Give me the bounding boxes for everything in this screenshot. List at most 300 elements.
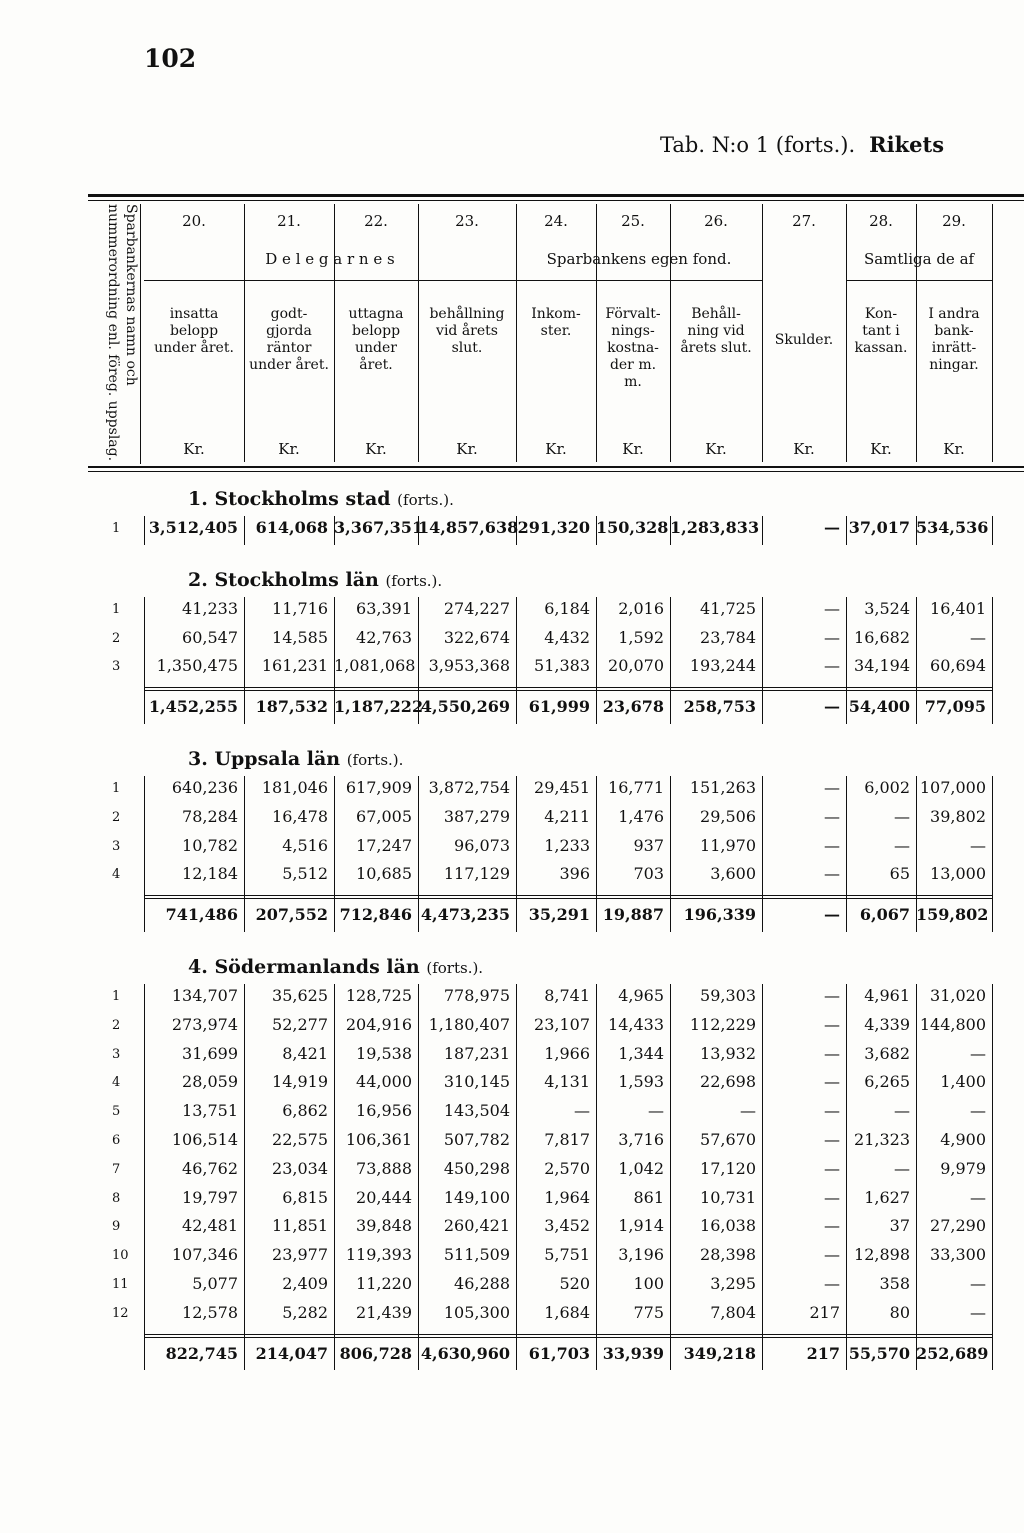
table-title bbox=[660, 132, 944, 157]
body-column-rule bbox=[244, 597, 245, 724]
table-cell: 1,344 bbox=[618, 1043, 664, 1063]
table-cell: 13,751 bbox=[182, 1101, 238, 1121]
table-cell: 16,478 bbox=[272, 806, 328, 826]
header-rule bbox=[88, 466, 1024, 468]
table-cell: 107,000 bbox=[919, 778, 986, 797]
total-cell: 207,552 bbox=[255, 905, 328, 925]
section-title bbox=[188, 956, 483, 978]
body-column-rule bbox=[846, 597, 847, 724]
body-column-rule bbox=[334, 776, 335, 932]
table-cell: 16,682 bbox=[854, 627, 910, 647]
table-cell: — bbox=[970, 835, 986, 855]
table-cell: 310,145 bbox=[443, 1072, 510, 1092]
table-cell: 1,233 bbox=[544, 835, 590, 855]
table-cell: 5,512 bbox=[282, 864, 328, 884]
table-cell: 1,180,407 bbox=[428, 1014, 510, 1034]
table-cell: 3,512,405 bbox=[148, 518, 238, 537]
total-cell: 55,570 bbox=[848, 1343, 910, 1363]
total-cell: 54,400 bbox=[848, 697, 910, 717]
table-cell: — bbox=[648, 1101, 664, 1121]
column-unit: Kr. bbox=[545, 440, 567, 458]
table-cell: 20,070 bbox=[608, 656, 664, 676]
table-cell: 106,514 bbox=[171, 1130, 238, 1149]
row-number: 10 bbox=[112, 1248, 129, 1264]
body-column-rule bbox=[596, 984, 597, 1370]
column-unit: Kr. bbox=[278, 440, 300, 458]
body-column-rule bbox=[334, 597, 335, 724]
section-name: 2. Stockholms län bbox=[188, 568, 386, 591]
table-cell: 1,283,833 bbox=[670, 518, 760, 537]
total-cell: 214,047 bbox=[255, 1343, 328, 1363]
column-number: 29. bbox=[942, 212, 966, 230]
table-cell: 96,073 bbox=[454, 835, 510, 855]
table-cell: 17,120 bbox=[700, 1158, 756, 1178]
column-label: insatta belopp under året. bbox=[154, 306, 234, 356]
table-cell: 5,282 bbox=[282, 1302, 328, 1322]
table-cell: — bbox=[894, 1101, 910, 1121]
body-column-rule bbox=[144, 597, 145, 724]
total-cell: 4,630,960 bbox=[420, 1343, 510, 1363]
table-cell: 13,000 bbox=[930, 864, 986, 884]
total-cell: 23,678 bbox=[602, 697, 664, 717]
table-cell: 119,393 bbox=[345, 1245, 412, 1265]
body-column-rule bbox=[144, 776, 145, 932]
table-cell: — bbox=[970, 1274, 986, 1293]
table-cell: 4,131 bbox=[544, 1072, 590, 1092]
row-number: 1 bbox=[112, 989, 121, 1004]
table-cell: 23,107 bbox=[534, 1014, 590, 1034]
column-unit: Kr. bbox=[870, 440, 892, 458]
row-number: 1 bbox=[112, 521, 121, 536]
row-number: 2 bbox=[112, 630, 121, 646]
body-column-rule bbox=[670, 516, 671, 545]
table-cell: — bbox=[824, 1274, 840, 1293]
column-unit: Kr. bbox=[943, 440, 965, 458]
table-cell: 4,339 bbox=[864, 1014, 910, 1034]
table-cell: 29,451 bbox=[534, 778, 590, 797]
header-rule-thin bbox=[88, 471, 1024, 472]
column-label: Kon- tant i kassan. bbox=[854, 306, 908, 356]
table-cell: 450,298 bbox=[443, 1158, 510, 1178]
table-cell: — bbox=[824, 1101, 840, 1121]
body-column-rule bbox=[846, 516, 847, 545]
table-cell: 117,129 bbox=[443, 864, 510, 884]
table-cell: 4,516 bbox=[282, 835, 328, 855]
table-cell: — bbox=[824, 598, 840, 618]
table-cell: 260,421 bbox=[443, 1216, 510, 1236]
section-forts: (forts.). bbox=[426, 959, 484, 977]
table-cell: 2,409 bbox=[282, 1274, 328, 1293]
header-column-rule bbox=[762, 204, 763, 462]
table-cell: — bbox=[824, 1043, 840, 1063]
table-cell: 105,300 bbox=[443, 1302, 510, 1322]
table-cell: 46,762 bbox=[182, 1158, 238, 1178]
table-cell: 10,731 bbox=[700, 1187, 756, 1207]
section-name: 1. Stockholms stad bbox=[188, 488, 398, 510]
total-cell: 1,187,222 bbox=[334, 697, 424, 717]
table-cell: 143,504 bbox=[443, 1101, 510, 1121]
page-number: 102 bbox=[144, 44, 197, 73]
column-number: 21. bbox=[277, 212, 301, 230]
total-cell: 252,689 bbox=[916, 1343, 989, 1363]
section-name: 4. Södermanlands län bbox=[188, 956, 427, 978]
table-cell: 41,233 bbox=[182, 598, 238, 618]
total-cell: 196,339 bbox=[683, 905, 756, 925]
table-cell: — bbox=[824, 1014, 840, 1034]
table-title-text: Tab. N:o 1 (forts.). bbox=[660, 133, 856, 157]
table-cell: 14,585 bbox=[272, 627, 328, 647]
table-cell: 1,966 bbox=[544, 1043, 590, 1063]
table-cell: 617,909 bbox=[345, 778, 412, 797]
table-cell: 3,524 bbox=[864, 598, 910, 618]
table-cell: 520 bbox=[559, 1274, 590, 1293]
table-cell: 39,848 bbox=[356, 1216, 412, 1236]
table-cell: 106,361 bbox=[345, 1130, 412, 1149]
table-cell: — bbox=[824, 986, 840, 1005]
table-cell: 4,432 bbox=[544, 627, 590, 647]
header-column-rule bbox=[516, 204, 517, 462]
table-cell: 534,536 bbox=[916, 518, 989, 537]
column-number: 28. bbox=[869, 212, 893, 230]
row-number: 2 bbox=[112, 809, 121, 825]
row-number: 3 bbox=[112, 659, 121, 675]
header-column-rule bbox=[846, 204, 847, 462]
table-cell: 291,320 bbox=[517, 518, 590, 537]
table-cell: 396 bbox=[559, 864, 590, 884]
table-cell: — bbox=[824, 627, 840, 647]
body-column-rule bbox=[418, 984, 419, 1370]
table-cell: 1,914 bbox=[618, 1216, 664, 1236]
total-cell: 822,745 bbox=[165, 1343, 238, 1363]
table-cell: — bbox=[824, 835, 840, 855]
table-cell: 16,401 bbox=[930, 598, 986, 618]
table-cell: — bbox=[894, 806, 910, 826]
header-column-rule bbox=[244, 204, 245, 462]
column-label: Förvalt- nings- kostna- der m. m. bbox=[605, 306, 661, 390]
table-cell: 775 bbox=[633, 1302, 664, 1322]
table-cell: — bbox=[824, 778, 840, 797]
body-column-rule bbox=[670, 984, 671, 1370]
body-column-rule bbox=[596, 776, 597, 932]
column-label: godt- gjorda räntor under året. bbox=[249, 306, 329, 373]
table-cell: 19,797 bbox=[182, 1187, 238, 1207]
table-cell: 7,804 bbox=[710, 1302, 756, 1322]
table-cell: 703 bbox=[633, 864, 664, 884]
table-cell: 21,439 bbox=[356, 1302, 412, 1322]
table-cell: 1,350,475 bbox=[156, 656, 238, 676]
table-cell: 3,682 bbox=[864, 1043, 910, 1063]
table-cell: 100 bbox=[633, 1274, 664, 1293]
total-rule bbox=[144, 1334, 992, 1335]
total-cell: 61,703 bbox=[528, 1343, 590, 1363]
total-cell: 35,291 bbox=[528, 905, 590, 925]
table-cell: 861 bbox=[633, 1187, 664, 1207]
table-cell: 128,725 bbox=[345, 986, 412, 1005]
column-label: behållning vid årets slut. bbox=[429, 306, 505, 356]
total-cell: 187,532 bbox=[255, 697, 328, 717]
table-cell: 134,707 bbox=[171, 986, 238, 1005]
column-number: 24. bbox=[544, 212, 568, 230]
table-cell: — bbox=[970, 1187, 986, 1207]
table-cell: 12,184 bbox=[182, 864, 238, 884]
table-cell: 37,017 bbox=[848, 518, 910, 537]
body-column-rule bbox=[334, 516, 335, 545]
row-number: 5 bbox=[112, 1104, 121, 1120]
total-cell: 33,939 bbox=[602, 1343, 664, 1363]
table-cell: 11,970 bbox=[700, 835, 756, 855]
group-samtliga: Samtliga de af bbox=[863, 250, 975, 268]
table-cell: 3,953,368 bbox=[428, 656, 510, 676]
top-rule-thin bbox=[88, 200, 1024, 201]
table-cell: — bbox=[824, 518, 840, 537]
table-cell: 4,900 bbox=[940, 1130, 986, 1149]
body-column-rule bbox=[846, 984, 847, 1370]
total-rule bbox=[144, 1337, 992, 1338]
row-number: 9 bbox=[112, 1219, 121, 1235]
table-cell: 1,042 bbox=[618, 1158, 664, 1178]
table-cell: 3,367,351 bbox=[334, 518, 424, 537]
body-right-rule bbox=[992, 984, 993, 1370]
table-cell: 16,771 bbox=[608, 778, 664, 797]
table-cell: — bbox=[970, 627, 986, 647]
table-cell: 16,038 bbox=[700, 1216, 756, 1236]
column-label: Inkom- ster. bbox=[531, 306, 581, 339]
table-cell: 1,081,068 bbox=[334, 656, 416, 676]
table-cell: 27,290 bbox=[930, 1216, 986, 1236]
column-label: Behåll- ning vid årets slut. bbox=[680, 306, 752, 356]
table-cell: 193,244 bbox=[689, 656, 756, 676]
table-cell: 7,817 bbox=[544, 1130, 590, 1149]
total-rule bbox=[144, 898, 992, 899]
total-cell: 1,452,255 bbox=[148, 697, 238, 717]
total-cell: 712,846 bbox=[339, 905, 412, 925]
column-unit: Kr. bbox=[456, 440, 478, 458]
table-cell: 204,916 bbox=[345, 1014, 412, 1034]
body-column-rule bbox=[144, 984, 145, 1370]
table-cell: 73,888 bbox=[356, 1158, 412, 1178]
table-cell: — bbox=[894, 1158, 910, 1178]
table-cell: 60,694 bbox=[930, 656, 986, 676]
table-cell: 11,851 bbox=[272, 1216, 328, 1236]
column-label: I andra bank- inrätt- ningar. bbox=[928, 306, 980, 373]
table-cell: 28,398 bbox=[700, 1245, 756, 1265]
table-cell: 2,570 bbox=[544, 1158, 590, 1178]
body-column-rule bbox=[516, 597, 517, 724]
table-cell: 14,857,638 bbox=[418, 518, 519, 537]
total-rule bbox=[144, 687, 992, 688]
total-cell: 217 bbox=[806, 1343, 840, 1363]
total-cell: — bbox=[824, 697, 840, 717]
total-cell: 159,802 bbox=[916, 905, 989, 925]
row-header: Sparbankernas namn och nummerordning enl. föreg. uppslag. bbox=[92, 204, 141, 464]
table-cell: 507,782 bbox=[443, 1130, 510, 1149]
table-cell: 39,802 bbox=[930, 806, 986, 826]
column-label: Skulder. bbox=[774, 332, 834, 348]
table-cell: 161,231 bbox=[261, 656, 328, 676]
table-cell: — bbox=[824, 1216, 840, 1236]
table-title-suffix: Rikets bbox=[869, 132, 945, 157]
table-cell: 17,247 bbox=[356, 835, 412, 855]
total-cell: 741,486 bbox=[165, 905, 238, 925]
table-cell: 11,220 bbox=[356, 1274, 412, 1293]
table-cell: 60,547 bbox=[182, 627, 238, 647]
header-group-rule bbox=[144, 280, 516, 281]
table-cell: 3,295 bbox=[710, 1274, 756, 1293]
table-cell: 19,538 bbox=[356, 1043, 412, 1063]
table-cell: 23,977 bbox=[272, 1245, 328, 1265]
body-column-rule bbox=[670, 776, 671, 932]
total-cell: 4,473,235 bbox=[420, 905, 510, 925]
table-cell: 6,862 bbox=[282, 1101, 328, 1121]
section-title bbox=[188, 569, 442, 591]
table-cell: 6,265 bbox=[864, 1072, 910, 1092]
table-cell: 51,383 bbox=[534, 656, 590, 676]
body-column-rule bbox=[244, 516, 245, 545]
table-cell: — bbox=[824, 1130, 840, 1149]
header-column-rule bbox=[596, 204, 597, 462]
body-column-rule bbox=[670, 597, 671, 724]
row-number: 3 bbox=[112, 838, 121, 854]
body-column-rule bbox=[762, 597, 763, 724]
body-column-rule bbox=[762, 984, 763, 1370]
table-cell: 6,815 bbox=[282, 1187, 328, 1207]
table-cell: 31,699 bbox=[182, 1043, 238, 1063]
total-cell: 19,887 bbox=[602, 905, 664, 925]
column-unit: Kr. bbox=[183, 440, 205, 458]
table-cell: 37 bbox=[889, 1216, 910, 1236]
row-number: 8 bbox=[112, 1190, 121, 1206]
body-column-rule bbox=[846, 776, 847, 932]
table-cell: 52,277 bbox=[272, 1014, 328, 1034]
table-cell: 4,961 bbox=[864, 986, 910, 1005]
row-number: 2 bbox=[112, 1017, 121, 1033]
table-cell: 778,975 bbox=[443, 986, 510, 1005]
table-cell: 3,600 bbox=[710, 864, 756, 884]
total-cell: 6,067 bbox=[859, 905, 910, 925]
table-cell: 65 bbox=[889, 864, 910, 884]
total-cell: 349,218 bbox=[683, 1343, 756, 1363]
total-cell: — bbox=[824, 905, 840, 925]
section-forts: (forts.). bbox=[397, 491, 454, 509]
table-cell: 14,433 bbox=[608, 1014, 664, 1034]
body-column-rule bbox=[516, 776, 517, 932]
column-label: uttagna belopp under året. bbox=[348, 306, 404, 373]
table-cell: 358 bbox=[879, 1274, 910, 1293]
body-column-rule bbox=[418, 516, 419, 545]
table-cell: 9,979 bbox=[940, 1158, 986, 1178]
header-column-rule bbox=[670, 204, 671, 462]
table-cell: — bbox=[740, 1101, 756, 1121]
table-cell: — bbox=[574, 1101, 590, 1121]
total-cell: 806,728 bbox=[339, 1343, 412, 1363]
table-cell: 5,751 bbox=[544, 1245, 590, 1265]
column-unit: Kr. bbox=[365, 440, 387, 458]
column-number: 26. bbox=[704, 212, 728, 230]
table-cell: 151,263 bbox=[689, 778, 756, 797]
table-cell: 21,323 bbox=[854, 1130, 910, 1149]
table-cell: 4,965 bbox=[618, 986, 664, 1005]
table-cell: 640,236 bbox=[171, 778, 238, 797]
table-cell: — bbox=[824, 1245, 840, 1265]
table-cell: 33,300 bbox=[930, 1245, 986, 1265]
table-cell: 187,231 bbox=[443, 1043, 510, 1063]
total-cell: 258,753 bbox=[683, 697, 756, 717]
table-cell: 23,784 bbox=[700, 627, 756, 647]
body-right-rule bbox=[992, 516, 993, 545]
table-cell: — bbox=[824, 864, 840, 884]
body-column-rule bbox=[418, 597, 419, 724]
body-column-rule bbox=[244, 984, 245, 1370]
body-column-rule bbox=[762, 516, 763, 545]
table-cell: 3,716 bbox=[618, 1130, 664, 1149]
table-cell: — bbox=[970, 1302, 986, 1322]
table-cell: 16,956 bbox=[356, 1101, 412, 1121]
row-number: 4 bbox=[112, 1075, 121, 1091]
table-cell: 322,674 bbox=[443, 627, 510, 647]
table-cell: 67,005 bbox=[356, 806, 412, 826]
column-unit: Kr. bbox=[793, 440, 815, 458]
table-cell: 20,444 bbox=[356, 1187, 412, 1207]
row-number: 1 bbox=[112, 781, 121, 796]
total-cell: 77,095 bbox=[924, 697, 986, 717]
table-cell: 42,763 bbox=[356, 627, 412, 647]
body-column-rule bbox=[244, 776, 245, 932]
table-cell: 1,592 bbox=[618, 627, 664, 647]
header-right-rule bbox=[992, 204, 993, 462]
table-cell: 3,872,754 bbox=[428, 778, 510, 797]
body-right-rule bbox=[992, 776, 993, 932]
header-column-rule bbox=[916, 204, 917, 462]
section-name: 3. Uppsala län bbox=[188, 748, 347, 770]
table-cell: 112,229 bbox=[689, 1014, 756, 1034]
table-cell: 10,685 bbox=[356, 864, 412, 884]
table-cell: 42,481 bbox=[182, 1216, 238, 1236]
table-cell: 1,476 bbox=[618, 806, 664, 826]
row-number: 4 bbox=[112, 867, 121, 883]
table-cell: 2,016 bbox=[618, 598, 664, 618]
row-number: 12 bbox=[112, 1305, 129, 1321]
row-number: 7 bbox=[112, 1161, 121, 1177]
table-cell: 274,227 bbox=[443, 598, 510, 618]
table-cell: 34,194 bbox=[854, 656, 910, 676]
table-cell: 80 bbox=[889, 1302, 910, 1322]
column-unit: Kr. bbox=[622, 440, 644, 458]
group-delegarnes: D e l e g a r n e s bbox=[265, 250, 395, 268]
table-cell: 4,211 bbox=[544, 806, 590, 826]
body-column-rule bbox=[916, 597, 917, 724]
table-cell: — bbox=[894, 835, 910, 855]
table-cell: 144,800 bbox=[919, 1014, 986, 1034]
total-rule bbox=[144, 895, 992, 896]
table-cell: 57,670 bbox=[700, 1130, 756, 1149]
table-cell: 1,593 bbox=[618, 1072, 664, 1092]
table-cell: 511,509 bbox=[443, 1245, 510, 1265]
table-cell: 614,068 bbox=[255, 518, 328, 537]
table-cell: 10,782 bbox=[182, 835, 238, 855]
header-column-rule bbox=[418, 204, 419, 462]
table-cell: — bbox=[970, 1101, 986, 1121]
table-cell: 217 bbox=[809, 1302, 840, 1322]
table-cell: 23,034 bbox=[272, 1158, 328, 1178]
table-cell: 12,898 bbox=[854, 1245, 910, 1265]
column-number: 20. bbox=[182, 212, 206, 230]
table-cell: 8,741 bbox=[544, 986, 590, 1005]
table-cell: 937 bbox=[633, 835, 664, 855]
body-column-rule bbox=[596, 516, 597, 545]
table-cell: 6,002 bbox=[864, 778, 910, 797]
table-cell: 14,919 bbox=[272, 1072, 328, 1092]
body-column-rule bbox=[916, 516, 917, 545]
